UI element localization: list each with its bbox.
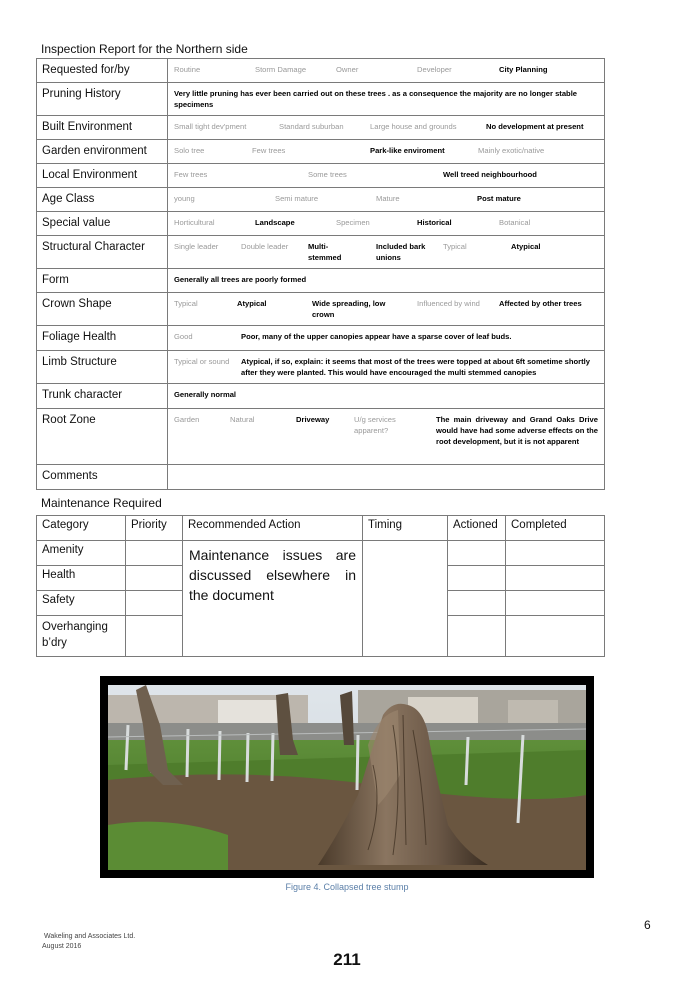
option: Some trees [308,170,347,179]
category-cell: Health [37,566,126,591]
row-label: Structural Character [37,236,168,269]
report-date: August 2016 [42,943,82,950]
trunk-text: Generally normal [174,390,237,399]
row-label: Limb Structure [37,351,168,384]
option: Mainly exotic/native [478,146,545,155]
row-label: Special value [37,212,168,236]
maintenance-title: Maintenance Required [41,496,162,510]
column-header: Priority [126,516,183,541]
completed-cell[interactable] [506,591,605,616]
row-label: Crown Shape [37,293,168,326]
option-selected: No development at present [486,122,584,131]
option: U/g services apparent? [354,415,396,435]
actioned-cell[interactable] [448,591,506,616]
option-selected: Atypical [237,299,267,308]
option: Single leader [174,242,219,251]
completed-cell[interactable] [506,541,605,566]
option: Few trees [174,170,208,179]
option: Double leader [241,242,289,251]
table-header-row [37,516,605,541]
table-row [37,326,605,351]
option-selected: Atypical, if so, explain: it seems that most of the trees were topped at about 6ft sometime shortly after they were planted. This would have encouraged the multi stemmed canopies [241,357,590,377]
option-selected: The main driveway and Grand Oaks Drive would have had some adverse effects on the root development, but it is not apparent [436,415,598,446]
option-city-planning: City Planning [499,65,548,74]
table-row [37,409,605,465]
row-label: Requested for/by [37,59,168,83]
row-label: Age Class [37,188,168,212]
timing-cell[interactable] [363,541,448,657]
option: Small tight dev'pment [174,122,247,131]
row-label: Comments [37,465,168,490]
completed-cell[interactable] [506,566,605,591]
tree-stump-photo [108,685,586,870]
table-row [37,164,605,188]
row-label: Trunk character [37,384,168,409]
column-header: Completed [506,516,605,541]
actioned-cell[interactable] [448,566,506,591]
priority-cell[interactable] [126,541,183,566]
column-header: Recommended Action [183,516,363,541]
report-title: Inspection Report for the Northern side [41,42,248,56]
company-name: Wakeling and Associates Ltd. [44,933,136,940]
option: Large house and grounds [370,122,457,131]
option-selected: Historical [417,218,452,227]
option: Horticultural [174,218,215,227]
option-selected: Poor, many of the upper canopies appear have a sparse cover of leaf buds. [241,332,512,341]
row-label: Pruning History [37,83,168,116]
inspection-table [36,58,605,490]
option-selected: Driveway [296,415,330,424]
pruning-history-text: Very little pruning has ever been carried out on these trees . as a consequence the majority are no longer stable specimens [174,89,578,109]
option-selected: Park-like enviroment [370,146,445,155]
row-label: Root Zone [37,409,168,465]
maintenance-table [36,515,605,657]
option-developer: Developer [417,65,452,74]
priority-cell[interactable] [126,591,183,616]
row-label: Garden environment [37,140,168,164]
option: Semi mature [275,194,319,203]
table-row [37,59,605,83]
page-number: 6 [644,918,651,932]
option-selected: Included bark unions [376,242,426,262]
table-row [37,236,605,269]
option: Good [174,332,193,341]
document-stamp-number: 211 [333,950,361,969]
option-selected: Affected by other trees [499,299,582,308]
option-routine: Routine [174,65,201,74]
option: Mature [376,194,400,203]
comments-field[interactable] [168,465,605,490]
table-row [37,212,605,236]
table-row [37,351,605,384]
option-selected: Wide spreading, low crown [312,299,386,319]
option-selected: Atypical [511,242,541,251]
option: Garden [174,415,200,424]
option: young [174,194,195,203]
column-header: Category [37,516,126,541]
option-owner: Owner [336,65,359,74]
option: Typical or sound [174,357,230,366]
photo-frame [100,676,594,878]
option-selected: Multi-stemmed [308,242,342,262]
option: Influenced by wind [417,299,480,308]
table-row [37,116,605,140]
actioned-cell[interactable] [448,541,506,566]
table-row [37,293,605,326]
option-selected: Landscape [255,218,295,227]
option: Typical [443,242,467,251]
recommended-action-text: Maintenance issues are discussed elsewhere in the document [183,541,363,657]
priority-cell[interactable] [126,616,183,657]
form-text: Generally all trees are poorly formed [174,275,307,284]
figure-caption: Figure 4. Collapsed tree stump [285,882,409,892]
option: Natural [230,415,255,424]
table-row [37,465,605,490]
row-label: Foliage Health [37,326,168,351]
row-label: Form [37,269,168,293]
table-row [37,83,605,116]
table-row [37,384,605,409]
option: Solo tree [174,146,205,155]
category-cell: Safety [37,591,126,616]
priority-cell[interactable] [126,566,183,591]
option: Standard suburban [279,122,344,131]
option-selected: Well treed neighbourhood [443,170,537,179]
row-label: Built Environment [37,116,168,140]
table-row [37,269,605,293]
option-selected: Post mature [477,194,521,203]
option: Typical [174,299,198,308]
actioned-cell[interactable] [448,616,506,657]
table-row [37,541,605,566]
option-storm-damage: Storm Damage [255,65,307,74]
option: Botanical [499,218,531,227]
column-header: Actioned [448,516,506,541]
table-row [37,188,605,212]
completed-cell[interactable] [506,616,605,657]
column-header: Timing [363,516,448,541]
tree-stump-illustration [108,685,586,870]
option: Specimen [336,218,370,227]
row-label: Local Environment [37,164,168,188]
category-cell: Overhanging b’dry [37,616,126,657]
option: Few trees [252,146,286,155]
table-row [37,140,605,164]
category-cell: Amenity [37,541,126,566]
